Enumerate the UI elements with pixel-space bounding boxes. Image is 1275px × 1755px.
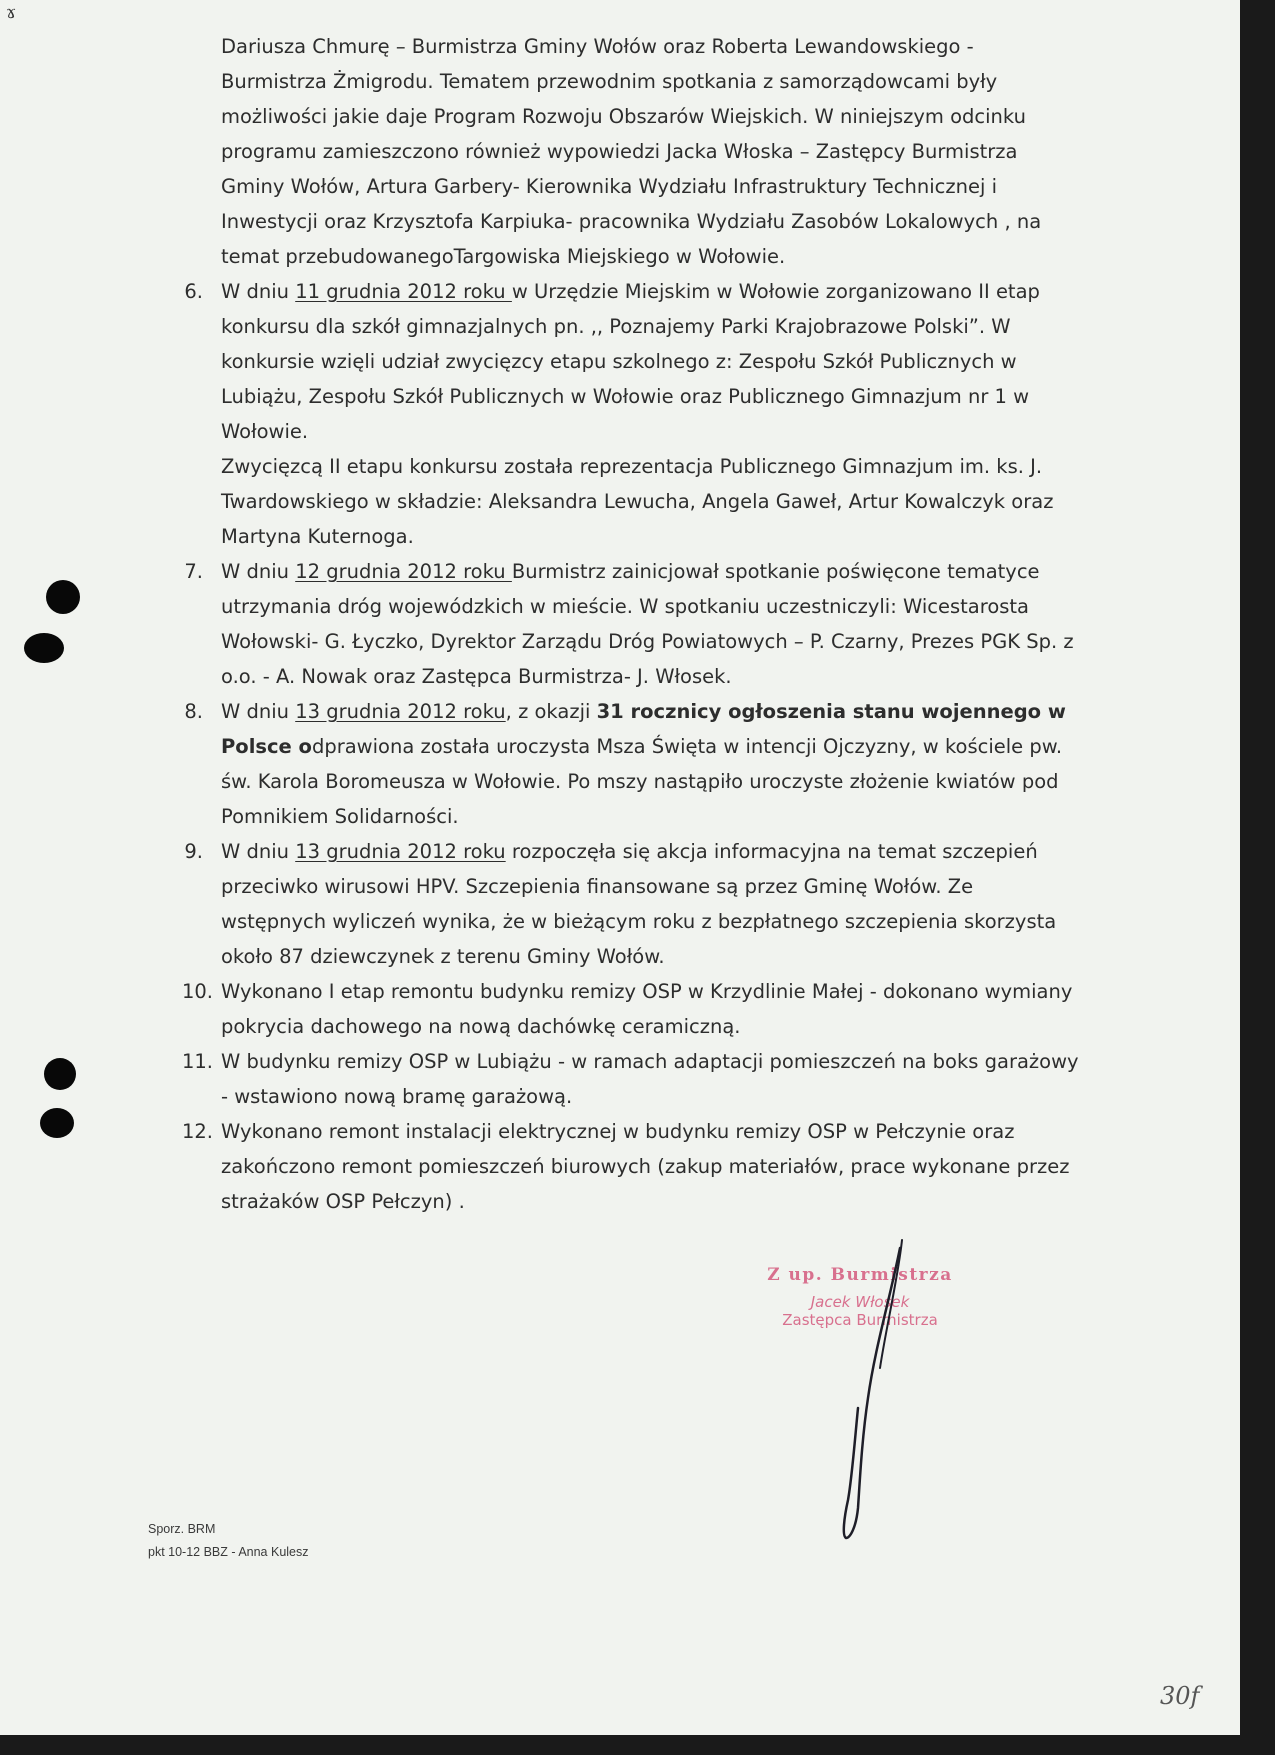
list-item [181,834,1081,974]
footnote-prepared-by: Sporz. BRM [148,1522,216,1536]
list-item [181,1114,1081,1219]
stamp-title: Z up. Burmistrza [767,1265,953,1285]
punch-hole [24,633,64,663]
report-body [181,29,1081,1219]
item-text: , z okazji [505,700,597,723]
list-item [181,274,1081,554]
item-text: W budynku remizy OSP w Lubiążu - w ramach adaptacji pomieszczeń na boks garażowy - wstawiono nową bramę garażową. [221,1050,1079,1108]
handwritten-signature [820,1238,920,1558]
item-date: 11 grudnia 2012 roku [295,280,512,303]
item-number: 11. [181,1050,213,1073]
page-reference-handwritten: 30f [1160,1682,1200,1710]
item-prefix: W dniu [221,840,296,863]
footnote [148,1518,309,1564]
list-item [181,974,1081,1044]
punch-hole [46,580,80,614]
item-number: 8. [184,700,203,723]
punch-hole [44,1058,76,1090]
punch-hole [40,1108,74,1138]
intro-paragraph: Dariusza Chmurę – Burmistrza Gminy Wołów oraz Roberta Lewandowskiego - Burmistrza Żmigrodu. Tematem przewodnim spotkania z samorządowcami były możliwości jakie daje Program Rozwoju Obszarów Wiejskich. W niniejszym odcinku programu zamieszczono również wypowiedzi Jacka Włoska – Zastępcy Burmistrza Gminy Wołów, Artura Garbery- Kierownika Wydziału Infrastruktury Technicznej i Inwestycji oraz Krzysztofa Karpiuka- pracownika Wydziału Zasobów Lokalowych , na temat przebudowanegoTargowiska Miejskiego w Wołowie. [221,35,1042,268]
activity-list [181,274,1081,1219]
corner-pen-mark: ɤ [6,2,17,23]
item-text-continued: Zwycięzcą II etapu konkursu została reprezentacja Publicznego Gimnazjum im. ks. J. Twardowskiego w składzie: Aleksandra Lewucha, Angela Gaweł, Artur Kowalczyk oraz Martyna Kuternoga. [221,455,1054,548]
stamp-role: Zastępca Burmistrza [782,1311,938,1329]
item-number: 9. [184,840,203,863]
item-text: Burmistrz zainicjował spotkanie poświęcone tematyce utrzymania dróg wojewódzkich w mieście. W spotkaniu uczestniczyli: Wicestarosta Wołowski- G. Łyczko, Dyrektor Zarządu Dróg Powiatowych – P. Czarny, Prezes PGK Sp. z o.o. - A. Nowak oraz Zastępca Burmistrza- J. Włosek. [221,560,1074,688]
item-date: 13 grudnia 2012 roku [295,840,506,863]
item-text: dprawiona została uroczysta Msza Święta w intencji Ojczyzny, w kościele pw. św. Karola Boromeusza w Wołowie. Po mszy nastąpiło uroczyste złożenie kwiatów pod Pomnikiem Solidarności. [221,735,1063,828]
item-number: 10. [181,980,213,1003]
item-number: 6. [184,280,203,303]
item-text: Wykonano remont instalacji elektrycznej w budynku remizy OSP w Pełczynie oraz zakończono remont pomieszczeń biurowych (zakup materiałów, prace wykonane przez strażaków OSP Pełczyn) . [221,1120,1070,1213]
list-item [181,1044,1081,1114]
item-date: 12 grudnia 2012 roku [295,560,512,583]
item-prefix: W dniu [221,700,296,723]
item-prefix: W dniu [221,560,296,583]
item-number: 12. [181,1120,213,1143]
item-date: 13 grudnia 2012 roku [295,700,506,723]
stamp-name: Jacek Włosek [810,1293,910,1311]
footnote-points: pkt 10-12 BBZ - Anna Kulesz [148,1545,309,1559]
item-prefix: W dniu [221,280,296,303]
list-item [181,694,1081,834]
item-text: rozpoczęła się akcja informacyjna na temat szczepień przeciwko wirusowi HPV. Szczepienia finansowane są przez Gminę Wołów. Ze wstępnych wyliczeń wynika, że w bieżącym roku z bezpłatnego szczepienia skorzysta około 87 dziewczynek z terenu Gminy Wołów. [221,840,1057,968]
item-number: 7. [184,560,203,583]
item-bold-text: 31 rocznicy ogłoszenia stanu wojennego w Polsce o [221,700,1066,758]
item-text: w Urzędzie Miejskim w Wołowie zorganizowano II etap konkursu dla szkół gimnazjalnych pn. ,, Poznajemy Parki Krajobrazowe Polski”. W konkursie wzięli udział zwycięzcy etapu szkolnego z: Zespołu Szkół Publicznych w Lubiążu, Zespołu Szkół Publicznych w Wołowie oraz Publicznego Gimnazjum nr 1 w Wołowie. [221,280,1040,443]
item-text: Wykonano I etap remontu budynku remizy OSP w Krzydlinie Małej - dokonano wymiany pokrycia dachowego na nową dachówkę ceramiczną. [221,980,1073,1038]
list-item [181,554,1081,694]
